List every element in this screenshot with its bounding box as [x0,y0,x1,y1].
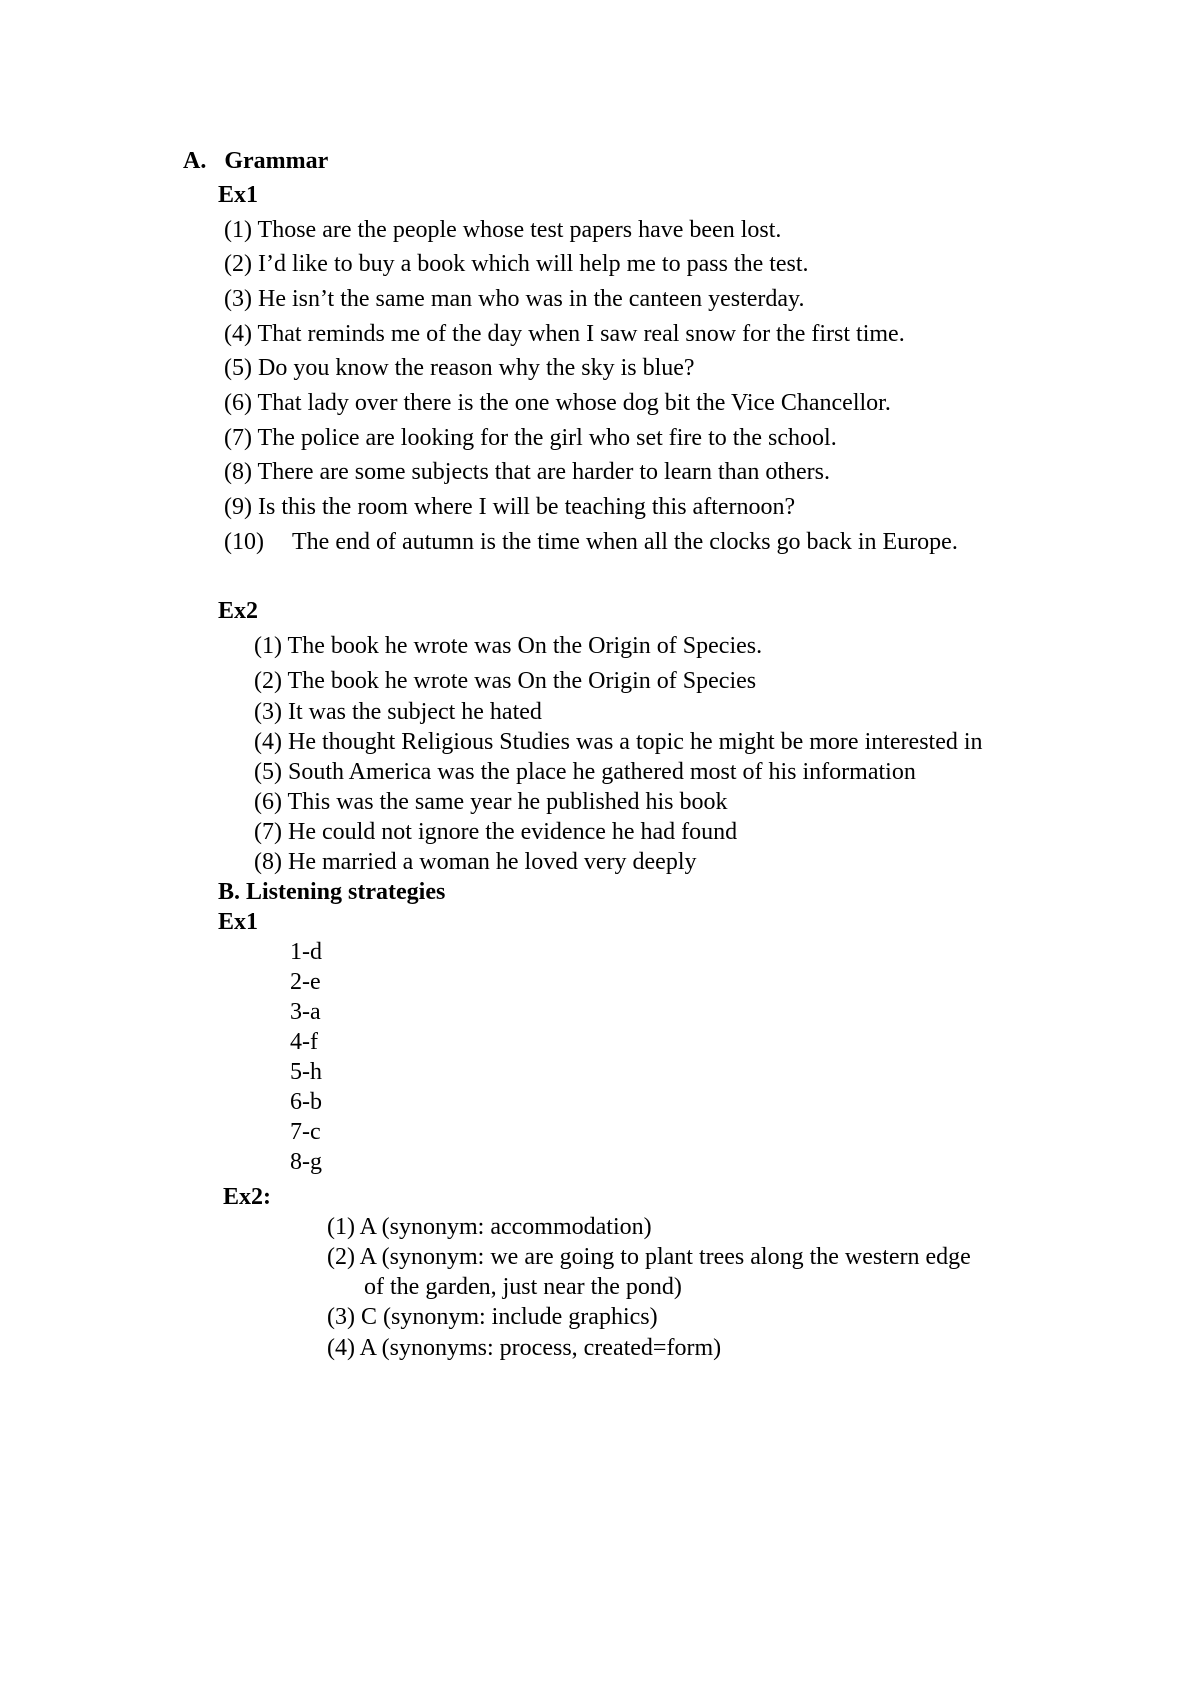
ex2-item-7: (7) He could not ignore the evidence he had found [254,819,738,845]
ex2-item-4: (4) He thought Religious Studies was a topic he might be more interested in [254,729,983,755]
ex1-item-7: (7) The police are looking for the girl who set fire to the school. [224,425,837,451]
listening-item-4: (4) A (synonyms: process, created=form) [327,1335,722,1361]
section-b-heading: B. Listening strategies [218,879,446,905]
section-a-heading [183,146,328,176]
answer-2: 2-e [290,969,321,995]
answer-5: 5-h [290,1059,322,1085]
ex2-item-5: (5) South America was the place he gathered most of his information [254,759,916,785]
listening-item-3: (3) C (synonym: include graphics) [327,1304,658,1330]
answer-3: 3-a [290,999,321,1025]
listening-item-2-continuation: of the garden, just near the pond) [364,1274,682,1300]
ex1-label: Ex1 [218,182,259,208]
section-a-marker: A. [183,148,207,174]
ex1-item-9: (9) Is this the room where I will be teaching this afternoon? [224,494,796,520]
section-b-ex1-label: Ex1 [218,909,259,935]
ex2-item-1: (1) The book he wrote was On the Origin of Species. [254,633,763,659]
ex1-item-2: (2) I’d like to buy a book which will help me to pass the test. [224,251,809,277]
listening-item-2: (2) A (synonym: we are going to plant trees along the western edge [327,1244,971,1270]
ex2-item-3: (3) It was the subject he hated [254,699,542,725]
ex2-item-8: (8) He married a woman he loved very deeply [254,849,697,875]
ex1-item-5: (5) Do you know the reason why the sky is blue? [224,355,695,381]
ex1-item-4: (4) That reminds me of the day when I saw real snow for the first time. [224,321,905,347]
answer-7: 7-c [290,1119,321,1145]
answer-4: 4-f [290,1029,318,1055]
answer-8: 8-g [290,1149,322,1175]
answer-1: 1-d [290,939,322,965]
ex2-item-2: (2) The book he wrote was On the Origin of Species [254,668,757,694]
ex1-item-1: (1) Those are the people whose test papers have been lost. [224,217,782,243]
ex1-item-3: (3) He isn’t the same man who was in the canteen yesterday. [224,286,805,312]
section-b-ex2-label: Ex2: [223,1184,271,1210]
ex1-item-10 [224,527,958,557]
ex2-item-6: (6) This was the same year he published his book [254,789,728,815]
ex1-item-10-text: The end of autumn is the time when all the clocks go back in Europe. [292,529,958,555]
listening-item-1: (1) A (synonym: accommodation) [327,1214,652,1240]
answer-6: 6-b [290,1089,322,1115]
ex1-item-8: (8) There are some subjects that are harder to learn than others. [224,459,830,485]
ex1-item-10-number: (10) [224,529,264,555]
section-a-title: Grammar [224,148,329,174]
ex2-label: Ex2 [218,598,259,624]
ex1-item-6: (6) That lady over there is the one whose dog bit the Vice Chancellor. [224,390,891,416]
